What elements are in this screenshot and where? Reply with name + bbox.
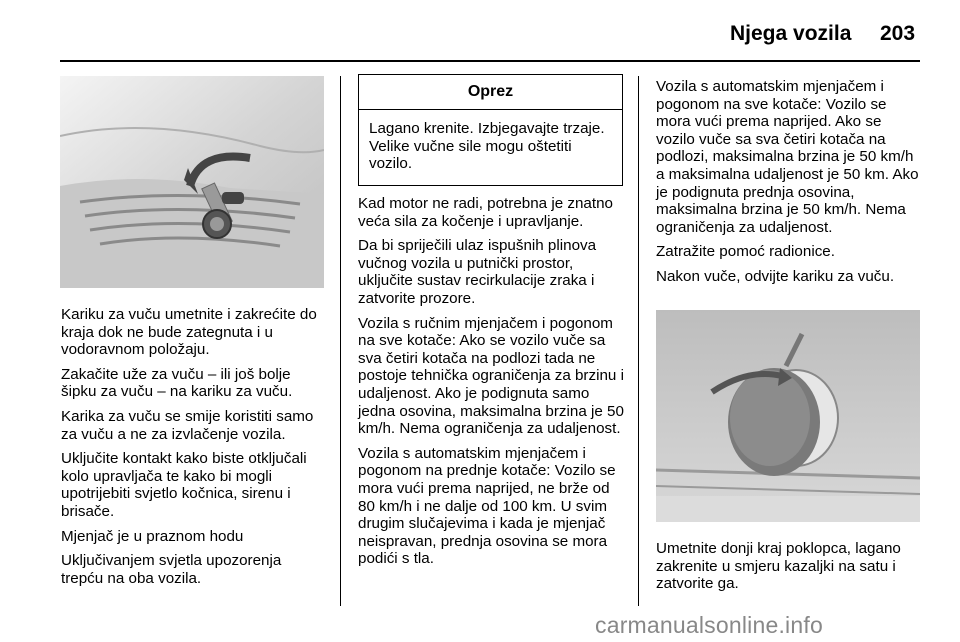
paragraph: Uključite kontakt kako biste otključali kolo upravljača te kako bi mogli upotrijebiti svjetlo kočnica, sirenu i brisače. <box>61 450 307 520</box>
paragraph: Kad motor ne radi, potrebna je znatno veća sila za kočenje i upravljanje. <box>358 195 613 230</box>
header-divider <box>60 60 920 62</box>
paragraph: Nakon vuče, odvijte kariku za vuču. <box>656 267 895 285</box>
tow-eye-illustration <box>60 76 324 288</box>
column-1 <box>61 306 327 594</box>
paragraph: Da bi spriječili ulaz ispušnih plinova vučnog vozila u putnički prostor, uključite sustav recirkulacije zraka i zatvorite prozore. <box>358 237 597 307</box>
paragraph: Zakačite uže za vuču – ili još bolje šipku za vuču – na kariku za vuču. <box>61 365 293 401</box>
caution-title: Oprez <box>359 75 622 110</box>
column-divider <box>638 76 639 606</box>
caution-text: Lagano krenite. Izbjegavajte trzaje. Velike vučne sile mogu oštetiti vozilo. <box>369 120 605 173</box>
page-number: 203 <box>880 22 916 45</box>
caption-text: Umetnite donji kraj poklopca, lagano zakrenite u smjeru kazaljki na satu i zatvorite ga. <box>656 540 901 593</box>
paragraph: Uključivanjem svjetla upozorenja trepću na oba vozila. <box>61 552 282 587</box>
page-title: Njega vozila <box>730 22 852 45</box>
column-3 <box>656 78 922 293</box>
column-divider <box>340 76 341 606</box>
caution-box <box>358 74 623 186</box>
paragraph: Zatražite pomoć radionice. <box>656 243 835 261</box>
cover-figure <box>656 310 920 522</box>
cover-illustration <box>656 310 920 522</box>
column-2 <box>358 195 630 575</box>
tow-eye-figure <box>60 76 324 288</box>
paragraph: Vozila s ručnim mjenjačem i pogonom na sve kotače: Ako se vozilo vuče sa sva četiri kotača na podlozi tada ne postoje tehnička ograničenja za brzinu i udaljenost. Ako je podignuta samo jedna osovina, maksimalna brzina je 50 km/h. Nema ograničenja za udaljenost. <box>358 314 624 438</box>
paragraph: Vozila s automatskim mjenjačem i pogonom na sve kotače: Vozilo se mora vući prema naprijed. Ako se vozilo vuče sa sva četiri kotača na podlozi, maksimalna brzina je 50 km/h a maksimalna udaljenost je 50 km. Ako je podignuta prednja osovina, maksimalna brzina je 50 km/h. Nema ograničenja za udaljenost. <box>656 78 919 236</box>
paragraph: Vozila s automatskim mjenjačem i pogonom na prednje kotače: Vozilo se mora vući prema naprijed, ne brže od 80 km/h i ne dalje od 100 km. U svim drugim slučajevima i kada je mjenjač neispravan, prednja osovina se mora podići s tla. <box>358 444 616 568</box>
watermark: carmanualsonline.info <box>595 612 823 638</box>
paragraph: Kariku za vuču umetnite i zakrećite do kraja dok ne bude zategnuta i u vodoravnom položaju. <box>61 306 317 359</box>
figure-caption <box>656 540 922 600</box>
paragraph: Karika za vuču se smije koristiti samo za vuču a ne za izvlačenje vozila. <box>61 407 314 443</box>
paragraph: Mjenjač je u praznom hodu <box>61 527 244 545</box>
